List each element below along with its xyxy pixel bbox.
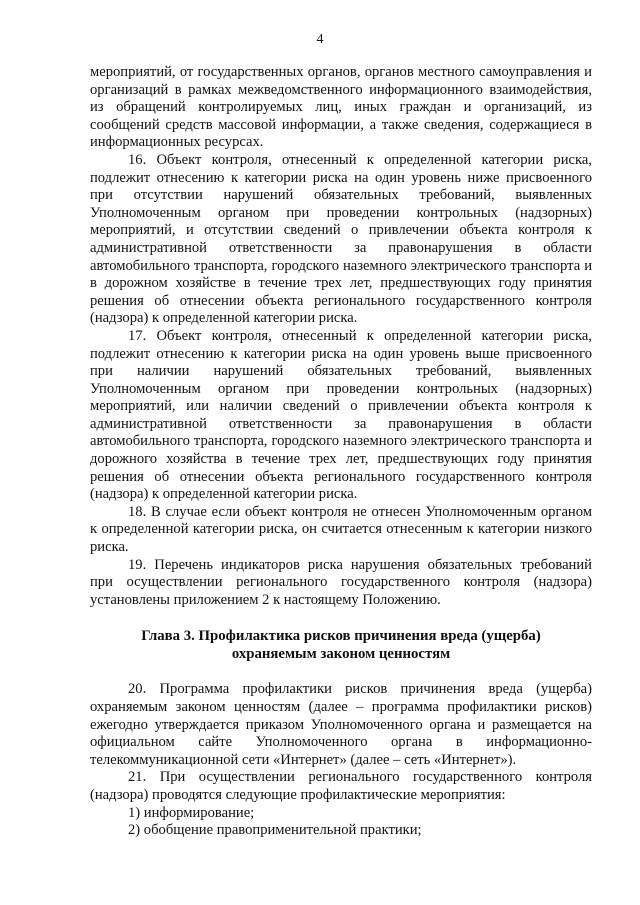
- paragraph-item-21: 21. При осуществлении регионального государственного контроля (надзора) проводятся следующие профилактические мероприятия:: [90, 769, 592, 803]
- paragraph-item-18: 18. В случае если объект контроля не отнесен Уполномоченным органом к определенной категории риска, он считается отнесенным к категории низкого риска.: [90, 503, 592, 556]
- paragraph-item-17: 17. Объект контроля, отнесенный к определенной категории риска, подлежит отнесению к категории риска на один уровень выше присвоенного при наличии нарушений обязательных требований, выявленных Уполномоченным органом при проведении контрольных (надзорных) мероприятий, или наличии сведений о привлечении объекта контроля к административной ответственности за правонарушения в области автомобильного транспорта, городского наземного электрического транспорта и дорожного хозяйства в течение трех лет, предшествующих году принятия решения об отнесении объекта регионального государственного контроля (надзора) к определенной категории риска.: [90, 327, 592, 503]
- chapter-heading-line-1: Глава 3. Профилактика рисков причинения вреда (ущерба): [141, 628, 541, 645]
- list-item-practice-summary: 2) обобщение правоприменительной практики;: [128, 822, 422, 839]
- paragraph-item-16: 16. Объект контроля, отнесенный к определенной категории риска, подлежит отнесению к категории риска на один уровень ниже присвоенного при отсутствии нарушений обязательных требований, выявленных Уполномоченным органом при проведении контрольных (надзорных) мероприятий, и отсутствии сведений о привлечении объекта контроля к административной ответственности за правонарушения в области автомобильного транспорта, городского наземного электрического транспорта и в дорожном хозяйстве в течение трех лет, предшествующих году принятия решения об отнесении объекта регионального государственного контроля (надзора) к определенной категории риска.: [90, 151, 592, 327]
- chapter-heading: [90, 627, 592, 663]
- paragraph-intro-continuation: мероприятий, от государственных органов, органов местного самоуправления и организаций в рамках межведомственного информационного взаимодействия, из обращений контролируемых лиц, иных граждан и организаций, из сообщений средств массовой информации, а также сведения, содержащиеся в информационных ресурсах.: [90, 64, 592, 151]
- paragraph-item-20: 20. Программа профилактики рисков причинения вреда (ущерба) охраняемым законом ценностям (далее – программа профилактики рисков) ежегодно утверждается приказом Уполномоченного органа и размещается на официальном сайте Уполномоченного органа в информационно-телекоммуникационной сети «Интернет» (далее – сеть «Интернет»).: [90, 681, 592, 768]
- chapter-heading-line-2: охраняемым законом ценностям: [231, 646, 451, 663]
- paragraph-item-19: 19. Перечень индикаторов риска нарушения обязательных требований при осуществлении регионального государственного контроля (надзора) установлены приложением 2 к настоящему Положению.: [90, 556, 592, 608]
- document-body: [90, 64, 592, 840]
- list-item-informing: 1) информирование;: [128, 804, 255, 821]
- page-number: 4: [316, 32, 324, 47]
